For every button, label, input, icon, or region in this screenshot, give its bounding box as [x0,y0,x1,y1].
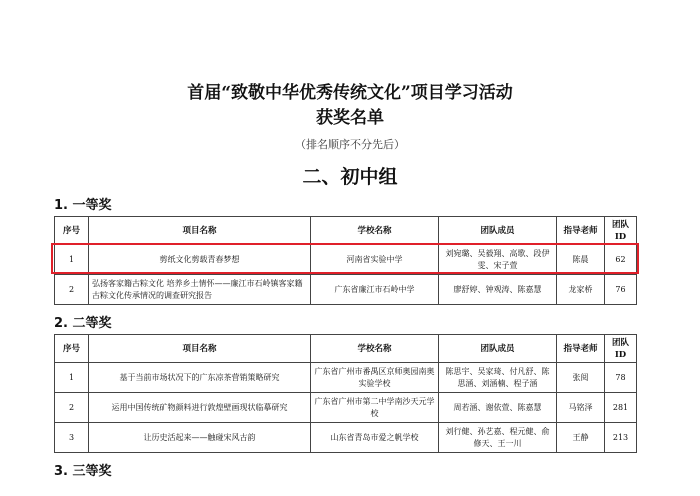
cell-team-id: 281 [605,393,637,423]
cell-school: 山东省青岛市爱之帆学校 [311,423,439,453]
cell-seq: 3 [55,423,89,453]
cell-project: 运用中国传统矿物颜料进行敦煌壁画现状临摹研究 [89,393,311,423]
cell-members: 廖舒婷、钟观涛、陈嘉慧 [439,275,557,305]
cell-school: 广东省广州市第二中学南沙天元学校 [311,393,439,423]
cell-project: 让历史活起来——触碰宋风古韵 [89,423,311,453]
header-seq: 序号 [55,335,89,363]
third-prize-heading: 3. 三等奖 [54,464,112,479]
cell-project: 剪纸文化剪载青春梦想 [89,245,311,275]
cell-school: 河南省实验中学 [311,245,439,275]
header-team-id: 团队 ID [605,217,637,245]
highlight-box [51,243,639,274]
cell-teacher: 龙家桥 [557,275,605,305]
cell-seq: 2 [55,393,89,423]
table-row [55,393,637,423]
cell-members: 刘宛璐、吴毅翔、高歌、段伊雯、宋子萱 [439,245,557,275]
title-line-1: 首届“致敬中华优秀传统文化”项目学习活动 [187,83,513,103]
header-project: 项目名称 [89,335,311,363]
cell-teacher: 陈晨 [557,245,605,275]
cell-seq: 2 [55,275,89,305]
cell-team-id: 62 [605,245,637,275]
table-row [55,363,637,393]
cell-teacher: 马铭泽 [557,393,605,423]
cell-school: 广东省廉江市石岭中学 [311,275,439,305]
second-prize-table [54,334,637,453]
header-teacher: 指导老师 [557,217,605,245]
table-row [55,275,637,305]
cell-school: 广东省广州市番禺区京师奥园南奥实验学校 [311,363,439,393]
header-members: 团队成员 [439,217,557,245]
header-school: 学校名称 [311,217,439,245]
first-prize-heading: 1. 一等奖 [54,198,112,213]
header-seq: 序号 [55,217,89,245]
table-row [55,423,637,453]
cell-team-id: 213 [605,423,637,453]
header-team-id: 团队 ID [605,335,637,363]
cell-project: 基于当前市场状况下的广东凉茶营销策略研究 [89,363,311,393]
header-project: 项目名称 [89,217,311,245]
cell-seq: 1 [55,245,89,275]
cell-team-id: 78 [605,363,637,393]
order-note: （排名顺序不分先后） [295,138,405,151]
cell-seq: 1 [55,363,89,393]
header-members: 团队成员 [439,335,557,363]
cell-team-id: 76 [605,275,637,305]
section-title: 二、初中组 [302,166,398,188]
header-school: 学校名称 [311,335,439,363]
cell-members: 陈思宇、吴家琦、付凡舒、陈思涵、刘涵楠、程子涵 [439,363,557,393]
cell-members: 刘行健、孙艺嘉、程元健、俞修天、王一川 [439,423,557,453]
cell-teacher: 张阅 [557,363,605,393]
header-teacher: 指导老师 [557,335,605,363]
second-prize-heading: 2. 二等奖 [54,316,112,331]
table-header-row [55,335,637,363]
cell-project: 弘扬客家籍古粽文化 培养乡土情怀——廉江市石岭镇客家籍古粽文化传承情况的调查研究报告 [89,275,311,305]
table-header-row [55,217,637,245]
cell-members: 周若涵、谢依萱、陈嘉慧 [439,393,557,423]
cell-teacher: 王静 [557,423,605,453]
title-line-2: 获奖名单 [316,108,384,128]
